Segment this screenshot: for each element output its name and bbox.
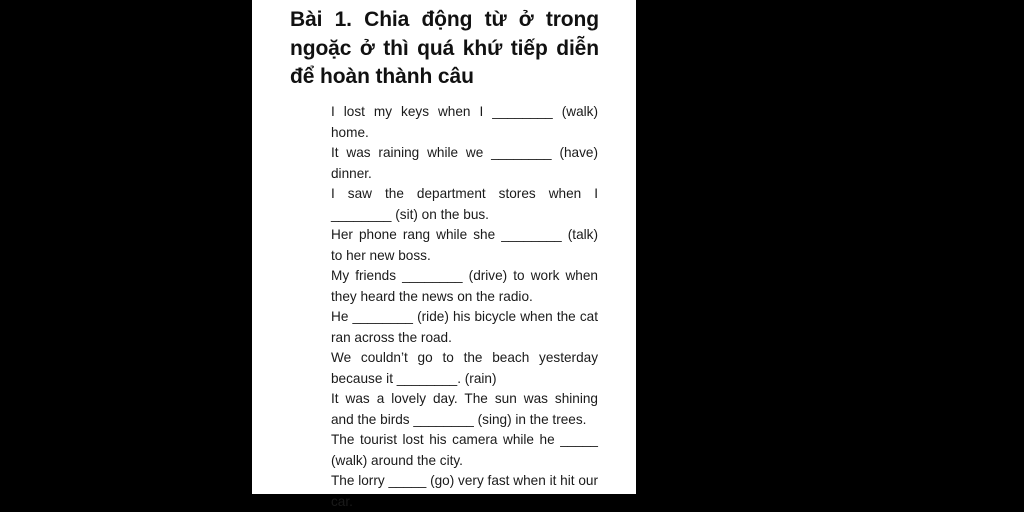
exercise-sentence: We couldn’t go to the beach yesterday because it ________. (rain) [331, 350, 598, 386]
exercise-sentence: The tourist lost his camera while he _____ (walk) around the city. [331, 432, 598, 468]
exercise-sentence: It was raining while we ________ (have) dinner. [331, 145, 598, 181]
document-page [252, 0, 636, 509]
exercise-sentence: The lorry _____ (go) very fast when it hit our car. [331, 473, 598, 509]
exercise-sentence: He ________ (ride) his bicycle when the cat ran across the road. [331, 309, 598, 345]
exercise-sentence: It was a lovely day. The sun was shining and the birds ________ (sing) in the trees. [331, 391, 598, 427]
exercise-sentence: My friends ________ (drive) to work when they heard the news on the radio. [331, 268, 598, 304]
exercise-sentence: Her phone rang while she ________ (talk) to her new boss. [331, 227, 598, 263]
exercise-sentence: I lost my keys when I ________ (walk) home. [331, 104, 598, 140]
exercise-title: Bài 1. Chia động từ ở trong ngoặc ở thì quá khứ tiếp diễn để hoàn thành câu [290, 8, 599, 88]
exercise-sentence: I saw the department stores when I ________ (sit) on the bus. [331, 186, 598, 222]
exercise-list [331, 102, 598, 512]
